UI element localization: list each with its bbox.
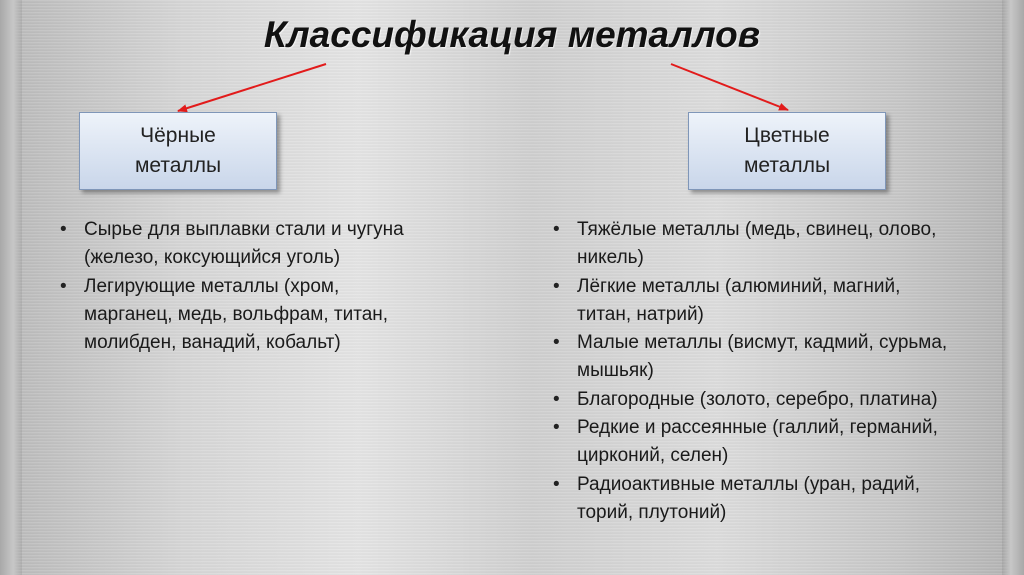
list-item: • Сырье для выплавки стали и чугуна (железо, коксующийся уголь) <box>58 216 418 273</box>
page-title: Классификация металлов <box>263 14 761 55</box>
ferrous-box-line1: Чёрные <box>140 124 216 147</box>
list-item: • Малые металлы (висмут, кадмий, сурьма, мышьяк) <box>551 329 951 386</box>
list-item: • Редкие и рассеянные (галлий, германий, цирконий, селен) <box>551 414 951 471</box>
nonferrous-box-line2: металлы <box>743 154 831 177</box>
list-item: • Радиоактивные металлы (уран, радий, торий, плутоний) <box>551 471 951 528</box>
nonferrous-metals-list <box>551 216 951 527</box>
ferrous-metals-box <box>79 112 277 190</box>
ferrous-box-line2: металлы <box>134 154 222 177</box>
ferrous-metals-list <box>58 216 418 357</box>
list-item: • Лёгкие металлы (алюминий, магний, титан, натрий) <box>551 273 951 330</box>
arrow-to-ferrous <box>178 64 326 111</box>
list-item: • Благородные (золото, серебро, платина) <box>551 386 951 414</box>
list-item: • Легирующие металлы (хром, марганец, медь, вольфрам, титан, молибден, ванадий, кобальт) <box>58 273 418 358</box>
list-item: • Тяжёлые металлы (медь, свинец, олово, никель) <box>551 216 951 273</box>
arrow-to-nonferrous <box>671 64 788 110</box>
nonferrous-metals-box <box>688 112 886 190</box>
nonferrous-box-line1: Цветные <box>744 124 830 147</box>
